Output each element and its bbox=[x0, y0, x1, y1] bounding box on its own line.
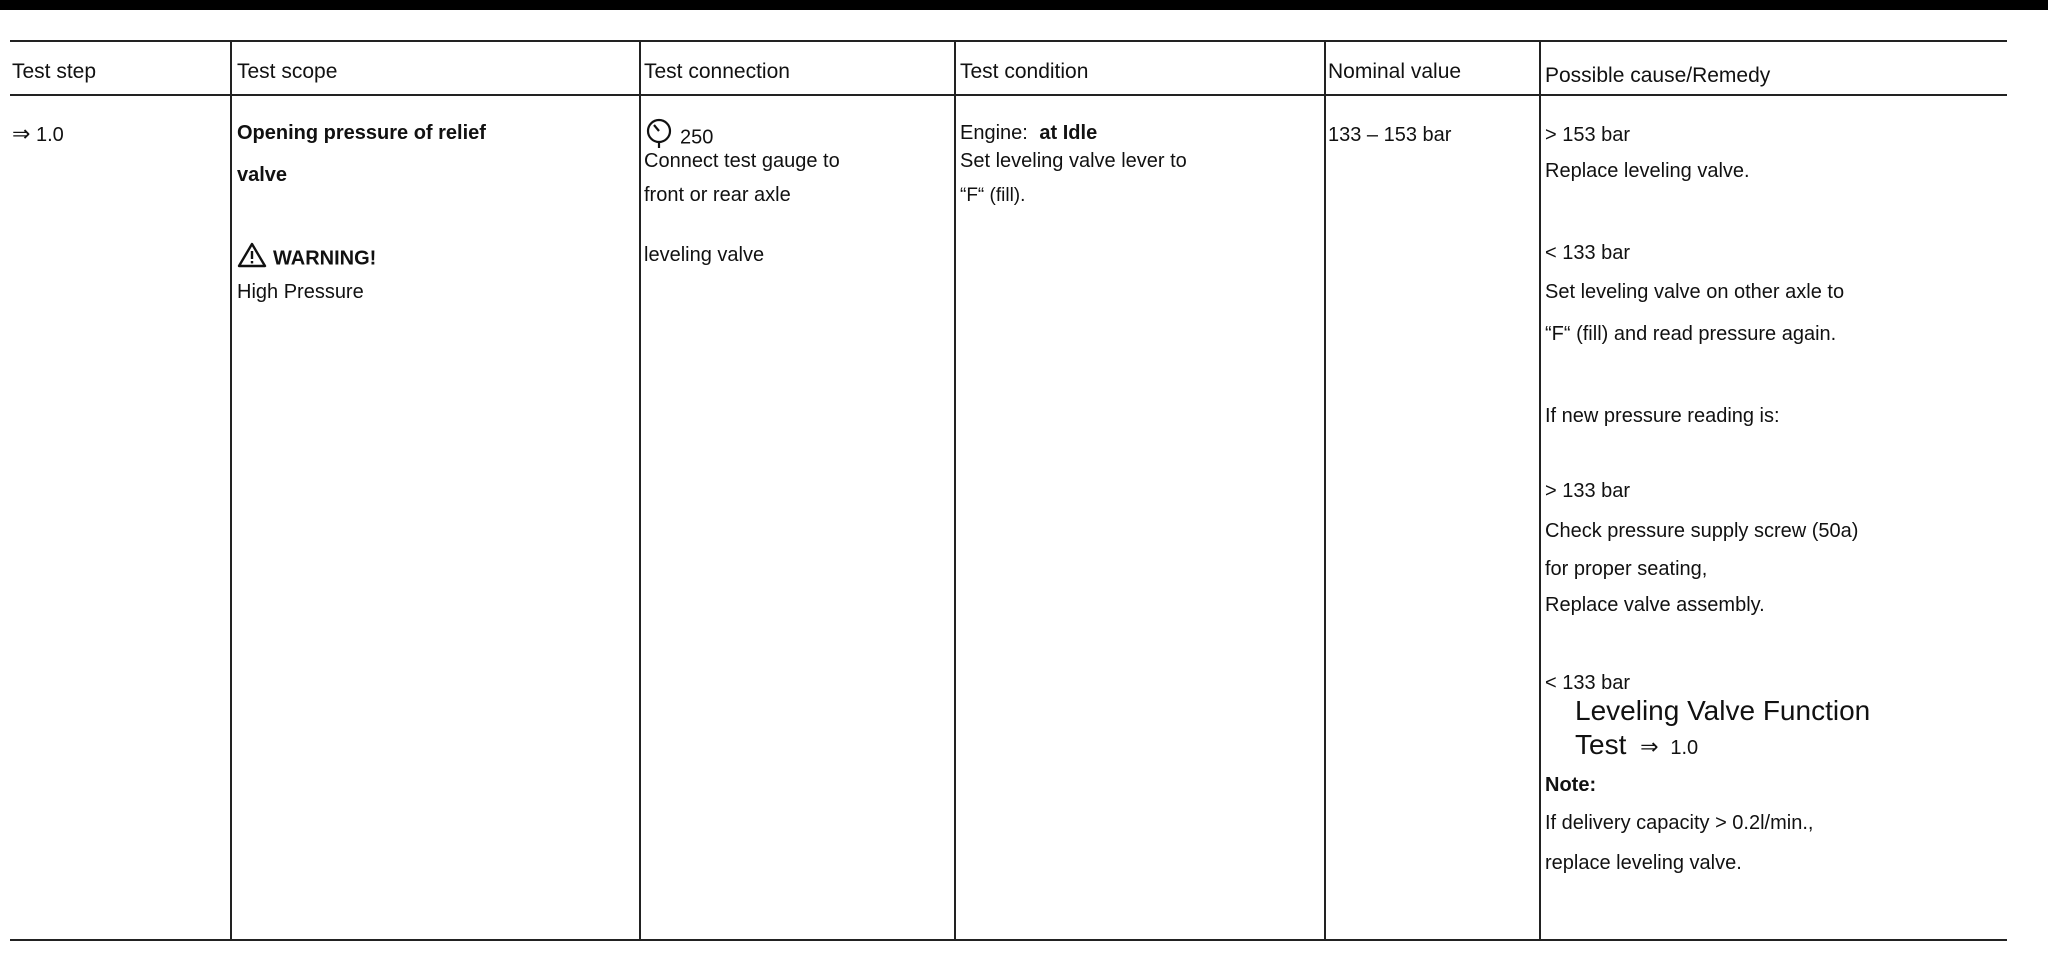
arrow-right-icon: ⇒ bbox=[12, 121, 31, 146]
arrow-right-icon: ⇒ bbox=[1640, 734, 1659, 759]
scope-title-line1: Opening pressure of relief bbox=[237, 122, 486, 144]
table-top-rule bbox=[10, 40, 2007, 42]
engine-label: Engine: bbox=[960, 122, 1028, 144]
remedy-reference-test bbox=[1575, 728, 1698, 765]
warning-triangle-icon bbox=[237, 242, 267, 276]
header-test-step: Test step bbox=[12, 60, 97, 83]
remedy-line: Check pressure supply screw (50a) bbox=[1545, 520, 1859, 542]
column-divider bbox=[230, 40, 232, 940]
remedy-line: Replace leveling valve. bbox=[1545, 160, 1750, 182]
column-divider bbox=[1539, 40, 1541, 940]
test-step-number: 1.0 bbox=[36, 124, 64, 146]
remedy-test-number: 1.0 bbox=[1670, 737, 1699, 759]
remedy-line: Replace valve assembly. bbox=[1545, 594, 1765, 616]
test-step-cell bbox=[12, 120, 64, 149]
header-nominal-value: Nominal value bbox=[1328, 60, 1462, 83]
note-label: Note: bbox=[1545, 774, 1597, 796]
engine-value: at Idle bbox=[1039, 122, 1098, 144]
remedy-line: Set leveling valve on other axle to bbox=[1545, 281, 1845, 303]
scope-title-line2: valve bbox=[237, 164, 288, 186]
warning-text: High Pressure bbox=[237, 281, 364, 303]
remedy-line: If new pressure reading is: bbox=[1545, 405, 1780, 427]
note-line: replace leveling valve. bbox=[1545, 852, 1742, 874]
connection-line1: Connect test gauge to bbox=[644, 150, 840, 172]
remedy-line: > 153 bar bbox=[1545, 124, 1631, 146]
remedy-line: “F“ (fill) and read pressure again. bbox=[1545, 323, 1837, 345]
header-separator-rule bbox=[10, 94, 2007, 96]
connection-line3: leveling valve bbox=[644, 244, 765, 266]
remedy-reference-title: Leveling Valve Function bbox=[1575, 695, 1871, 726]
condition-engine bbox=[960, 120, 1097, 147]
column-divider bbox=[1324, 40, 1326, 940]
top-border bbox=[0, 0, 2048, 10]
header-possible-cause: Possible cause/Remedy bbox=[1545, 64, 1771, 87]
remedy-line: > 133 bar bbox=[1545, 480, 1631, 502]
remedy-line: for proper seating, bbox=[1545, 558, 1708, 580]
warning-label: WARNING! bbox=[273, 247, 377, 270]
nominal-value: 133 – 153 bar bbox=[1328, 124, 1452, 146]
remedy-line: < 133 bar bbox=[1545, 672, 1631, 694]
gauge-value: 250 bbox=[680, 126, 714, 149]
table-bottom-rule bbox=[10, 939, 2007, 941]
condition-line3: “F“ (fill). bbox=[960, 185, 1026, 206]
condition-line2: Set leveling valve lever to bbox=[960, 150, 1187, 172]
header-test-scope: Test scope bbox=[237, 60, 338, 83]
column-divider bbox=[954, 40, 956, 940]
remedy-test-label: Test bbox=[1575, 729, 1627, 760]
warning-line bbox=[237, 242, 376, 276]
connection-line2: front or rear axle bbox=[644, 184, 791, 206]
header-test-connection: Test connection bbox=[644, 60, 790, 83]
note-line: If delivery capacity > 0.2l/min., bbox=[1545, 812, 1814, 834]
column-divider bbox=[639, 40, 641, 940]
remedy-line: < 133 bar bbox=[1545, 242, 1631, 264]
header-test-condition: Test condition bbox=[960, 60, 1089, 83]
